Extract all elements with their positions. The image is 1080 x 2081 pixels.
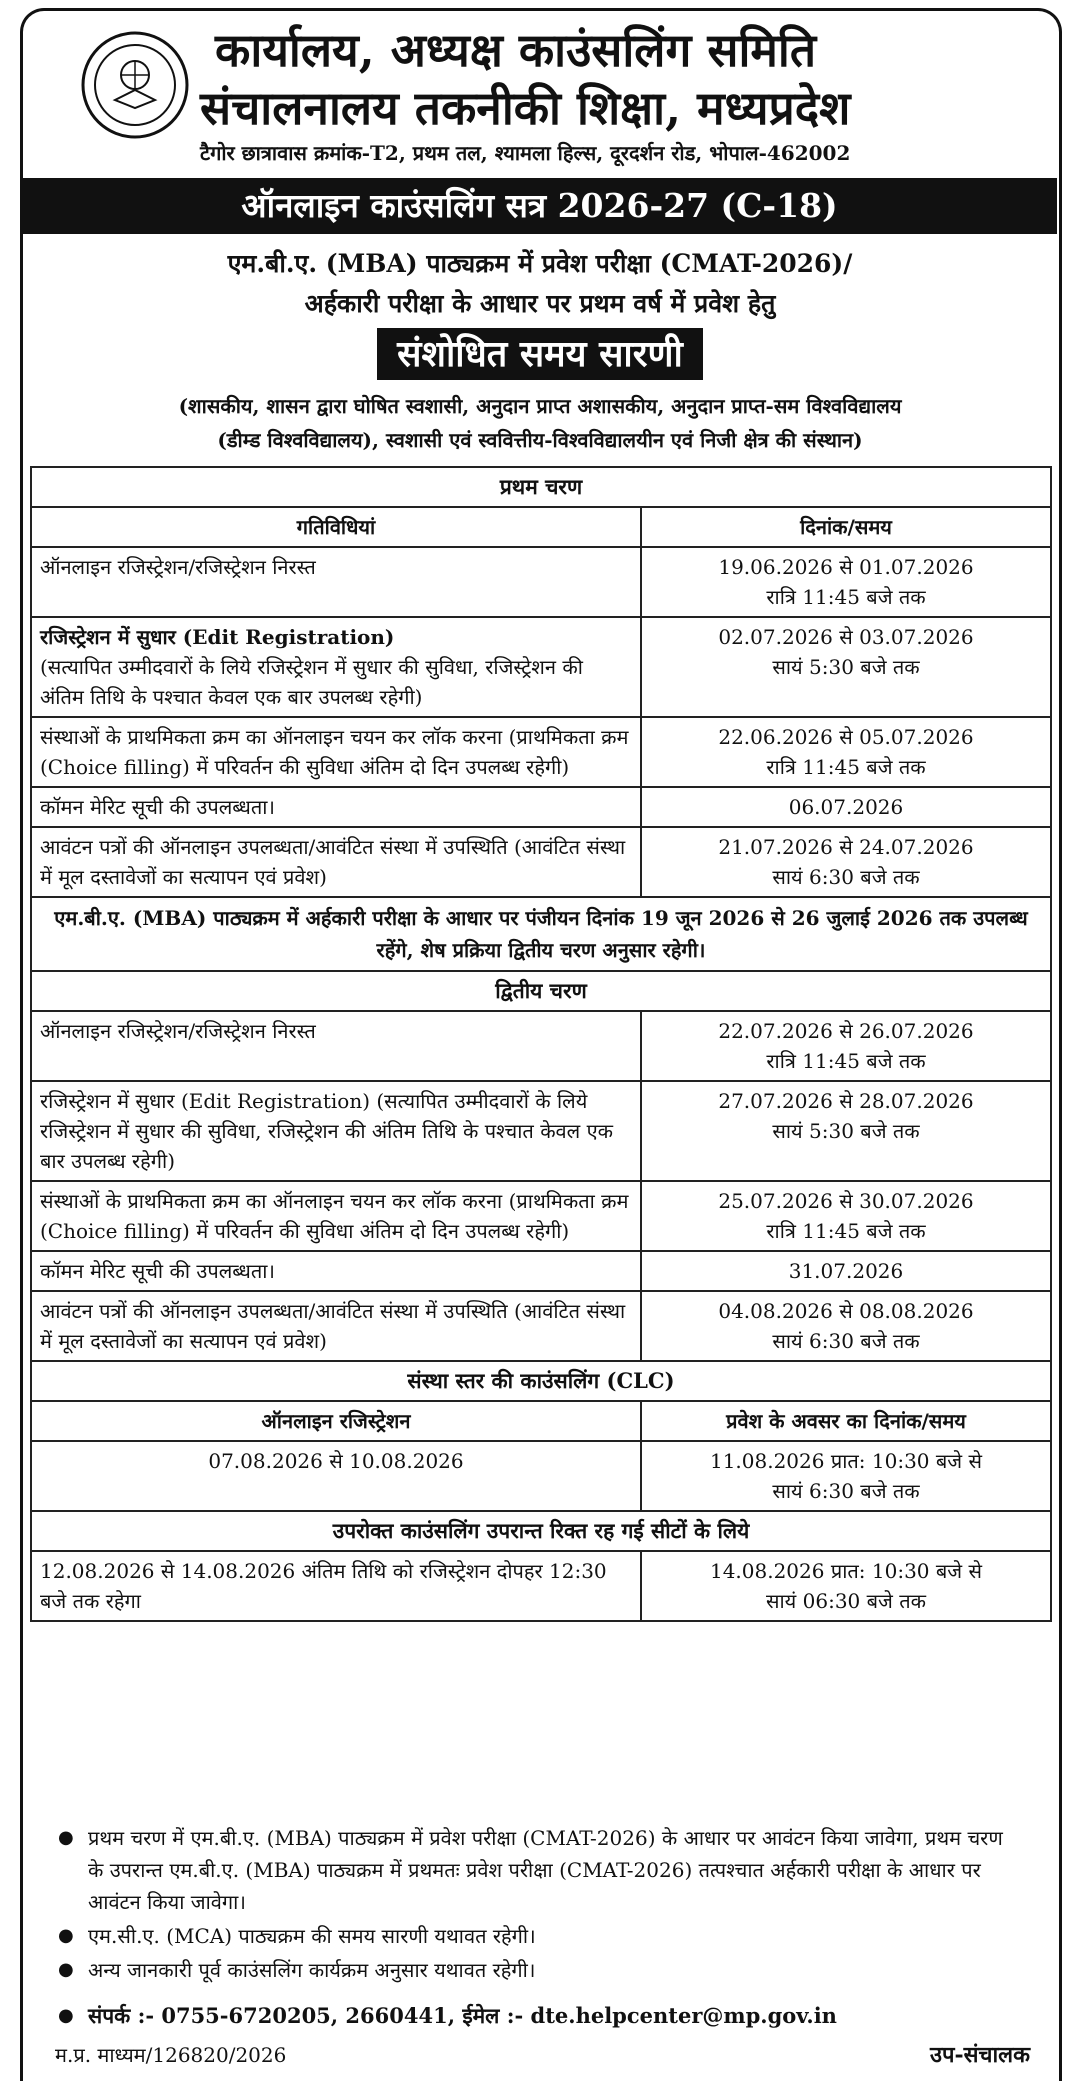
activity-text: रजिस्ट्रेशन में सुधार (Edit Registration) (सत्यापित उम्मीदवारों के लिये रजिस्ट्रेशन में सुधार की सुविधा, रजिस्ट्रेशन की अंतिम तिथि के पश्चात केवल एक बार उपलब्ध रहेगी) [40,1089,614,1173]
table-row [31,1011,1051,1081]
date-range: 02.07.2026 से 03.07.2026 [718,625,974,649]
date-cell [641,1081,1051,1181]
activity-text: कॉमन मेरिट सूची की उपलब्धता। [40,795,275,819]
activity-cell [31,1011,641,1081]
vacant-header-row [31,1511,1051,1551]
phase-note: एम.बी.ए. (MBA) पाठ्यक्रम में अर्हकारी परीक्षा के आधार पर पंजीयन दिनांक 19 जून 2026 से 26 जुलाई 2026 तक उपलब्ध रहेंगे, शेष प्रक्रिया द्वितीय चरण अनुसार रहेगी। [31,897,1051,971]
list-item: ● प्रथम चरण में एम.बी.ए. (MBA) पाठ्यक्रम में प्रवेश परीक्षा (CMAT-2026) के आधार पर आवंटन किया जावेगा, प्रथम चरण के उपरान्त एम.बी.ए. (MBA) पाठ्यक्रम में प्रथमतः प्रवेश परीक्षा (CMAT-2026) तत्पश्चात अर्हकारी परीक्षा के आधार पर आवंटन किया जावेगा। [58,1822,1018,1918]
reference-number: म.प्र. माध्यम/126820/2026 [55,2043,287,2067]
deadline-time: सायं 5:30 बजे तक [772,655,920,679]
activity-text: संस्थाओं के प्राथमिकता क्रम का ऑनलाइन चयन कर लॉक करना (प्राथमिकता क्रम (Choice filling) में परिवर्तन की सुविधा अंतिम दो दिन उपलब्ध रहेगी) [40,725,629,779]
activity-cell [31,1291,641,1361]
subtitle-line-1: एम.बी.ए. (MBA) पाठ्यक्रम में प्रवेश परीक्षा (CMAT-2026)/ [227,249,853,278]
activity-heading: रजिस्ट्रेशन में सुधार (Edit Registration) [40,625,395,649]
activity-cell [31,1181,641,1251]
date-range: 19.06.2026 से 01.07.2026 [718,555,974,579]
list-item: ● एम.सी.ए. (MCA) पाठ्यक्रम की समय सारणी यथावत रहेगी। [58,1920,1018,1952]
date-cell [641,1291,1051,1361]
directorate-title: संचालनालय तकनीकी शिक्षा, मध्यप्रदेश [200,81,851,135]
deadline-time: सायं 5:30 बजे तक [772,1119,920,1143]
table-row [31,1551,1051,1621]
table-row [31,787,1051,827]
table-row [31,1081,1051,1181]
vacant-admission-date: 14.08.2026 प्रात: 10:30 बजे से [709,1559,983,1583]
emblem-seal-icon [80,30,190,140]
session-banner: ऑनलाइन काउंसलिंग सत्र 2026-27 (C-18) [22,178,1057,234]
activity-cell [31,827,641,897]
clc-admission-time: सायं 6:30 बजे तक [772,1479,920,1503]
date-range: 22.07.2026 से 26.07.2026 [718,1019,974,1043]
table-row [31,547,1051,617]
table-row [31,827,1051,897]
date-range: 04.08.2026 से 08.08.2026 [718,1299,974,1323]
notes-list [58,1822,1018,1988]
date-cell [641,1181,1051,1251]
date-range: 31.07.2026 [788,1259,904,1283]
date-cell [641,827,1051,897]
vacant-admission-cell [641,1551,1051,1621]
vacant-registration-text: 12.08.2026 से 14.08.2026 अंतिम तिथि को रजिस्ट्रेशन दोपहर 12:30 बजे तक रहेगा [31,1551,641,1621]
revised-schedule-heading: संशोधित समय सारणी [377,328,703,380]
activity-text: संस्थाओं के प्राथमिकता क्रम का ऑनलाइन चयन कर लॉक करना (प्राथमिकता क्रम (Choice filling) में परिवर्तन की सुविधा अंतिम दो दिन उपलब्ध रहेगी) [40,1189,629,1243]
clc-column-admission: प्रवेश के अवसर का दिनांक/समय [641,1401,1051,1441]
clc-column-header-row [31,1401,1051,1441]
date-range: 06.07.2026 [788,795,904,819]
column-header-activity: गतिविधियां [31,507,641,547]
office-title: कार्यालय, अध्यक्ष काउंसलिंग समिति [215,23,817,77]
deadline-time: सायं 6:30 बजे तक [772,865,920,889]
activity-text: आवंटन पत्रों की ऑनलाइन उपलब्धता/आवंटित संस्था में उपस्थिति (आवंटित संस्था में मूल दस्तावेजों का सत्यापन एवं प्रवेश) [40,835,626,889]
institutions-line-2: (डीम्ड विश्वविद्यालय), स्वशासी एवं स्ववित्तीय-विश्वविद्यालयीन एवं निजी क्षेत्र की संस्थान) [217,428,863,452]
schedule-table [30,466,1052,1622]
institutions-line-1: (शासकीय, शासन द्वारा घोषित स्वशासी, अनुदान प्राप्त अशासकीय, अनुदान प्राप्त-सम विश्वविद्यालय [178,394,902,418]
clc-title: संस्था स्तर की काउंसलिंग (CLC) [31,1361,1051,1401]
phase1-title: प्रथम चरण [31,467,1051,507]
date-range: 25.07.2026 से 30.07.2026 [718,1189,974,1213]
activity-text: कॉमन मेरिट सूची की उपलब्धता। [40,1259,275,1283]
table-row [31,717,1051,787]
date-range: 21.07.2026 से 24.07.2026 [718,835,974,859]
activity-cell [31,1081,641,1181]
activity-cell [31,717,641,787]
subtitle-line-2: अर्हकारी परीक्षा के आधार पर प्रथम वर्ष में प्रवेश हेतु [304,289,776,318]
table-row [31,1251,1051,1291]
deadline-time: रात्रि 11:45 बजे तक [766,1049,926,1073]
office-address: टैगोर छात्रावास क्रमांक-T2, प्रथम तल, श्यामला हिल्स, दूरदर्शन रोड, भोपाल-462002 [200,141,851,165]
date-cell [641,717,1051,787]
activity-text: ऑनलाइन रजिस्ट्रेशन/रजिस्ट्रेशन निरस्त [40,1019,316,1043]
table-row [31,1441,1051,1511]
date-cell [641,1011,1051,1081]
activity-cell [31,787,641,827]
activity-text: ऑनलाइन रजिस्ट्रेशन/रजिस्ट्रेशन निरस्त [40,555,316,579]
activity-cell [31,1251,641,1291]
clc-admission-date: 11.08.2026 प्रात: 10:30 बजे से [709,1449,983,1473]
date-range: 22.06.2026 से 05.07.2026 [718,725,974,749]
column-header-date: दिनांक/समय [641,507,1051,547]
activity-cell [31,617,641,717]
list-item: ● अन्य जानकारी पूर्व काउंसलिंग कार्यक्रम अनुसार यथावत रहेगी। [58,1954,1018,1986]
phase-note-row [31,897,1051,971]
date-range: 27.07.2026 से 28.07.2026 [718,1089,974,1113]
clc-column-registration: ऑनलाइन रजिस्ट्रेशन [31,1401,641,1441]
phase2-title: द्वितीय चरण [31,971,1051,1011]
activity-cell [31,547,641,617]
phase2-header-row [31,971,1051,1011]
deadline-time: सायं 6:30 बजे तक [772,1329,920,1353]
table-row [31,1181,1051,1251]
phase1-header-row [31,467,1051,507]
clc-admission-cell [641,1441,1051,1511]
revised-schedule-wrap [0,328,1080,380]
deadline-time: रात्रि 11:45 बजे तक [766,1219,926,1243]
date-cell [641,547,1051,617]
clc-registration-dates: 07.08.2026 से 10.08.2026 [31,1441,641,1511]
deadline-time: रात्रि 11:45 बजे तक [766,755,926,779]
table-row [31,617,1051,717]
vacant-seats-title: उपरोक्त काउंसलिंग उपरान्त रिक्त रह गई सीटों के लिये [31,1511,1051,1551]
contact-info: ● संपर्क :- 0755-6720205, 2660441, ईमेल :- dte.helpcenter@mp.gov.in [58,2000,1048,2032]
clc-header-row [31,1361,1051,1401]
date-cell [641,787,1051,827]
vacant-admission-time: सायं 06:30 बजे तक [765,1589,927,1613]
signatory: उप-संचालक [929,2042,1030,2068]
deadline-time: रात्रि 11:45 बजे तक [766,585,926,609]
table-row [31,1291,1051,1361]
activity-text: आवंटन पत्रों की ऑनलाइन उपलब्धता/आवंटित संस्था में उपस्थिति (आवंटित संस्था में मूल दस्तावेजों का सत्यापन एवं प्रवेश) [40,1299,626,1353]
activity-text: (सत्यापित उम्मीदवारों के लिये रजिस्ट्रेशन में सुधार की सुविधा, रजिस्ट्रेशन की अंतिम तिथि के पश्चात केवल एक बार उपलब्ध रहेगी) [40,655,583,709]
date-cell [641,617,1051,717]
date-cell [641,1251,1051,1291]
column-header-row [31,507,1051,547]
